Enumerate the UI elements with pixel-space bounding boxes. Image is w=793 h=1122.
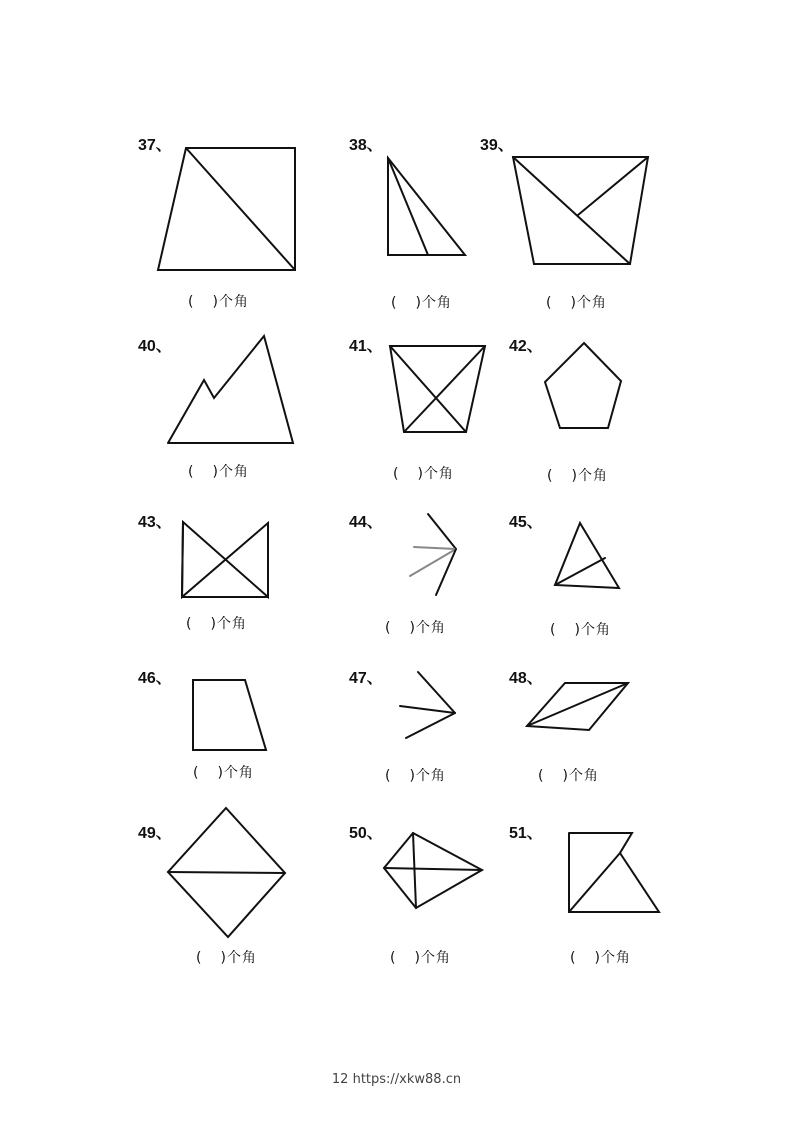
problem-number-38: 38、 [349, 137, 383, 154]
unit-label: 个角 [420, 950, 451, 966]
figure-42 [545, 343, 621, 428]
close-paren: ) [212, 294, 219, 310]
unit-label: 个角 [218, 294, 249, 310]
footer-site-link[interactable]: https://xkw88.cn [352, 1072, 462, 1087]
open-paren: ( [538, 768, 545, 784]
answer-blank-46[interactable] [193, 762, 254, 782]
answer-blank-49[interactable] [196, 947, 257, 967]
open-paren: ( [196, 950, 203, 966]
page-number: 12 [331, 1072, 349, 1087]
answer-blank-39[interactable] [546, 292, 607, 312]
open-paren: ( [390, 950, 397, 966]
open-paren: ( [186, 616, 193, 632]
figure-45 [555, 523, 619, 588]
close-paren: ) [562, 768, 569, 784]
answer-blank-43[interactable] [186, 613, 247, 633]
figure-37 [158, 148, 295, 270]
figure-40 [168, 336, 293, 443]
answer-blank-51[interactable] [570, 947, 631, 967]
answer-blank-47[interactable] [385, 765, 446, 785]
unit-label: 个角 [576, 295, 607, 311]
close-paren: ) [415, 295, 422, 311]
unit-label: 个角 [218, 464, 249, 480]
figure-48 [527, 683, 628, 730]
open-paren: ( [550, 622, 557, 638]
figure-47 [400, 672, 455, 738]
answer-blank-42[interactable] [547, 465, 608, 485]
unit-label: 个角 [415, 620, 446, 636]
figure-43 [182, 522, 268, 597]
answer-blank-40[interactable] [188, 461, 249, 481]
answer-blank-38[interactable] [391, 292, 452, 312]
figure-50 [384, 833, 482, 908]
problem-number-43: 43、 [138, 514, 172, 531]
unit-label: 个角 [216, 616, 247, 632]
figure-44 [410, 514, 456, 595]
problem-number-44: 44、 [349, 514, 383, 531]
answer-blank-44[interactable] [385, 617, 446, 637]
unit-label: 个角 [423, 466, 454, 482]
open-paren: ( [393, 466, 400, 482]
problem-number-37: 37、 [138, 137, 172, 154]
problem-number-45: 45、 [509, 514, 543, 531]
close-paren: ) [217, 765, 224, 781]
close-paren: ) [220, 950, 227, 966]
problem-number-40: 40、 [138, 338, 172, 355]
problem-number-48: 48、 [509, 670, 543, 687]
open-paren: ( [570, 950, 577, 966]
problem-number-41: 41、 [349, 338, 383, 355]
close-paren: ) [570, 295, 577, 311]
unit-label: 个角 [580, 622, 611, 638]
problem-number-39: 39、 [480, 137, 514, 154]
problem-number-46: 46、 [138, 670, 172, 687]
answer-blank-37[interactable] [188, 291, 249, 311]
unit-label: 个角 [223, 765, 254, 781]
close-paren: ) [571, 468, 578, 484]
answer-blank-41[interactable] [393, 463, 454, 483]
open-paren: ( [188, 464, 195, 480]
open-paren: ( [188, 294, 195, 310]
unit-label: 个角 [415, 768, 446, 784]
open-paren: ( [385, 768, 392, 784]
problem-number-47: 47、 [349, 670, 383, 687]
problem-number-50: 50、 [349, 825, 383, 842]
close-paren: ) [414, 950, 421, 966]
unit-label: 个角 [577, 468, 608, 484]
figure-46 [193, 680, 266, 750]
answer-blank-50[interactable] [390, 947, 451, 967]
close-paren: ) [409, 620, 416, 636]
unit-label: 个角 [421, 295, 452, 311]
open-paren: ( [546, 295, 553, 311]
answer-blank-45[interactable] [550, 619, 611, 639]
open-paren: ( [193, 765, 200, 781]
close-paren: ) [574, 622, 581, 638]
problem-number-51: 51、 [509, 825, 543, 842]
open-paren: ( [547, 468, 554, 484]
page-footer [0, 1072, 793, 1087]
unit-label: 个角 [600, 950, 631, 966]
figure-49 [168, 808, 285, 937]
close-paren: ) [409, 768, 416, 784]
close-paren: ) [594, 950, 601, 966]
close-paren: ) [212, 464, 219, 480]
problem-number-42: 42、 [509, 338, 543, 355]
answer-blank-48[interactable] [538, 765, 599, 785]
figure-51 [569, 833, 659, 912]
problem-number-49: 49、 [138, 825, 172, 842]
unit-label: 个角 [568, 768, 599, 784]
figure-38 [388, 158, 465, 255]
open-paren: ( [385, 620, 392, 636]
close-paren: ) [210, 616, 217, 632]
figure-41 [390, 346, 485, 432]
figure-39 [513, 157, 648, 264]
unit-label: 个角 [226, 950, 257, 966]
open-paren: ( [391, 295, 398, 311]
close-paren: ) [417, 466, 424, 482]
